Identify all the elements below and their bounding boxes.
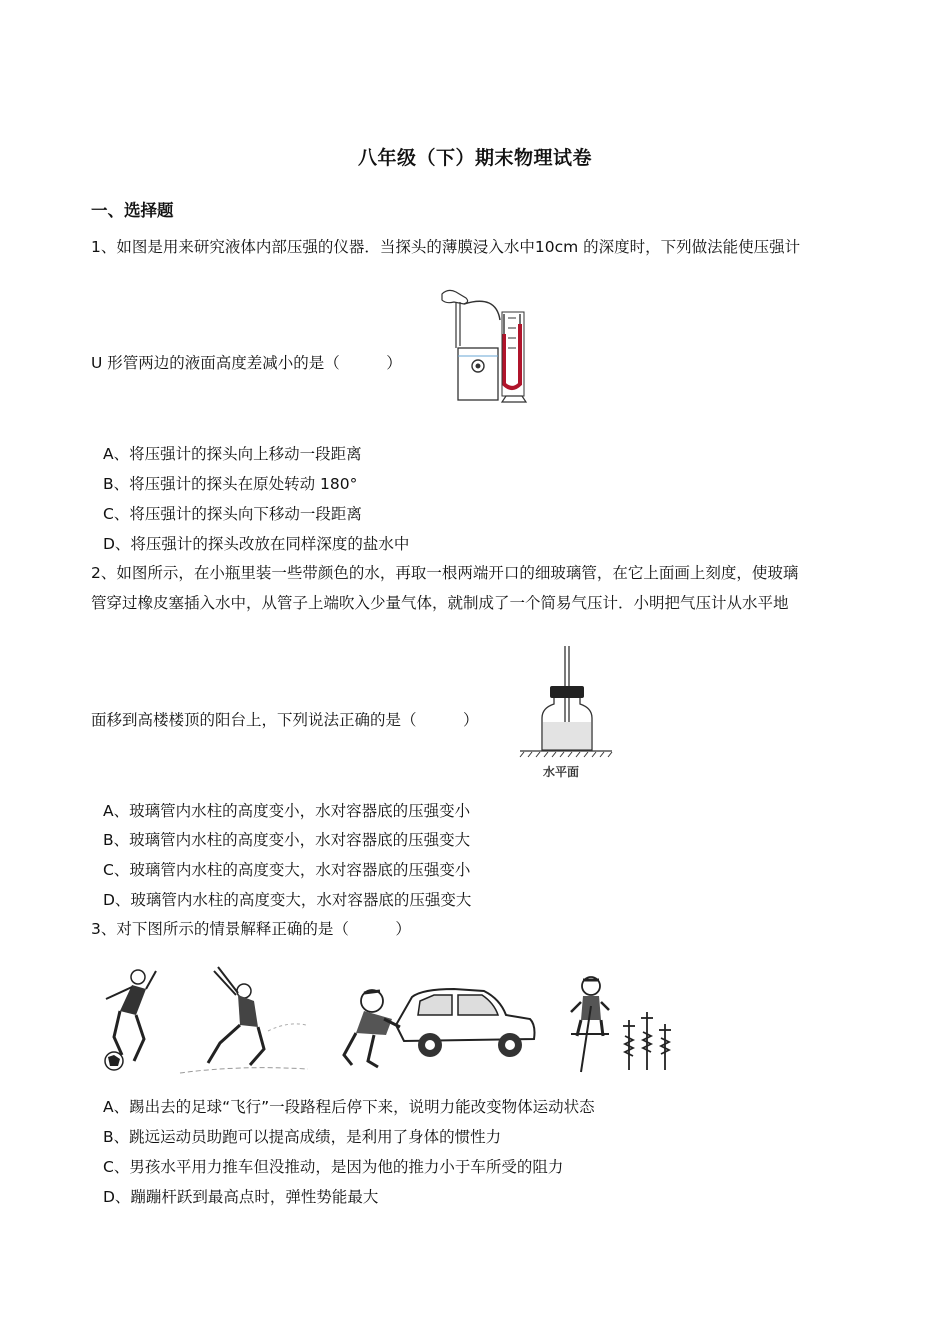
q2-option-b: B、玻璃管内水柱的高度变小，水对容器底的压强变大	[103, 831, 471, 849]
q3-option-a: A、踢出去的足球“飞行”一段路程后停下来，说明力能改变物体运动状态	[103, 1098, 595, 1116]
pogo-stick-figure	[565, 972, 675, 1077]
q1-line-1: 1、如图是用来研究液体内部压强的仪器．当探头的薄膜浸入水中10cm 的深度时，下列做法能使压强计	[91, 238, 801, 256]
q3-option-d: D、蹦蹦杆跃到最高点时，弹性势能最大	[103, 1188, 379, 1206]
q2-line-3: 面移到高楼楼顶的阳台上，下列说法正确的是（ ）	[91, 711, 479, 729]
q3-option-b: B、跳远运动员助跑可以提高成绩，是利用了身体的惯性力	[103, 1128, 502, 1146]
q2-option-d: D、玻璃管内水柱的高度变大，水对容器底的压强变大	[103, 891, 472, 909]
soccer-player-figure	[92, 965, 164, 1075]
q2-line-1: 2、如图所示，在小瓶里装一些带颜色的水，再取一根两端开口的细玻璃管，在它上面画上刻度，使玻璃	[91, 564, 799, 582]
q1-line-2: U 形管两边的液面高度差减小的是（ ）	[91, 354, 402, 372]
q1-option-d: D、将压强计的探头改放在同样深度的盐水中	[103, 535, 410, 553]
q3-option-c: C、男孩水平用力推车但没推动，是因为他的推力小于车所受的阻力	[103, 1158, 564, 1176]
long-jumper-figure	[178, 965, 313, 1080]
q2-option-a: A、玻璃管内水柱的高度变小，水对容器底的压强变小	[103, 802, 471, 820]
section-heading: 一、选择题	[91, 201, 174, 220]
boy-pushing-car-figure	[334, 975, 539, 1075]
q2-option-c: C、玻璃管内水柱的高度变大，水对容器底的压强变小	[103, 861, 471, 879]
q1-option-b: B、将压强计的探头在原处转动 180°	[103, 475, 358, 493]
q2-line-2: 管穿过橡皮塞插入水中，从管子上端吹入少量气体，就制成了一个简易气压计．小明把气压计从水平地	[91, 594, 789, 612]
page-title: 八年级（下）期末物理试卷	[357, 147, 592, 169]
q3-line-1: 3、对下图所示的情景解释正确的是（ ）	[91, 920, 411, 938]
barometer-figure-label: 水平面	[543, 765, 580, 779]
q1-option-c: C、将压强计的探头向下移动一段距离	[103, 505, 362, 523]
q1-option-a: A、将压强计的探头向上移动一段距离	[103, 445, 362, 463]
pressure-gauge-figure	[436, 286, 536, 404]
